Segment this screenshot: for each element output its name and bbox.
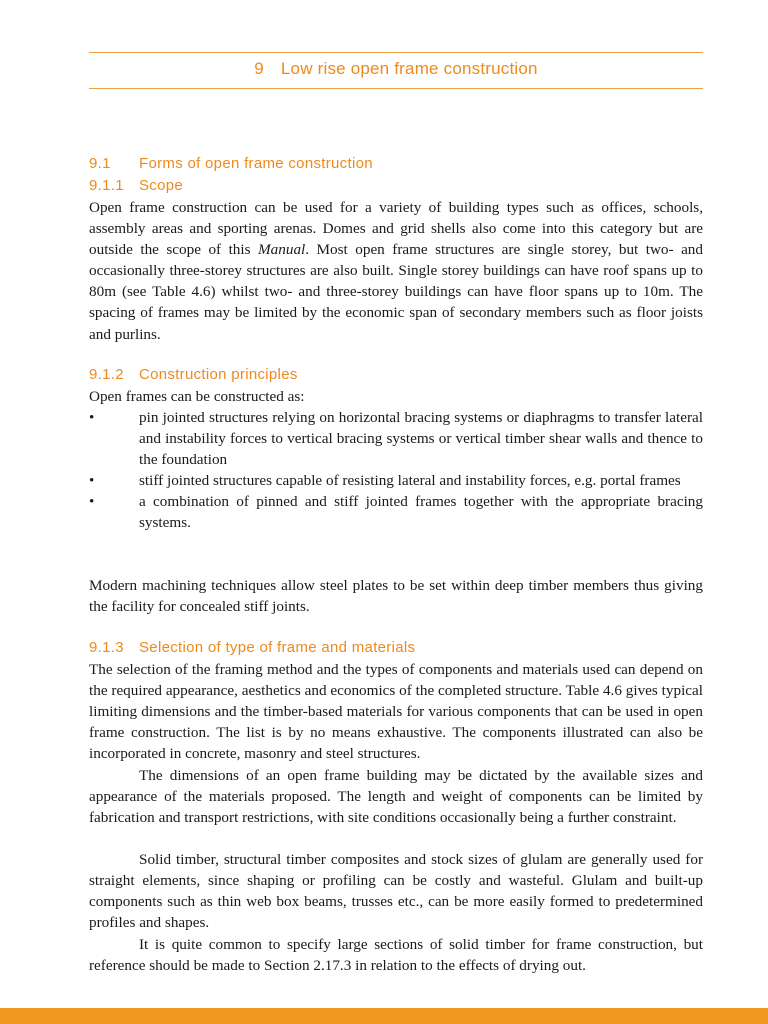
list-item [89, 491, 703, 533]
list-item-text: a combination of pinned and stiff jointed frames together with the appropriate bracing systems. [139, 493, 703, 532]
bullet-mark: • [89, 493, 95, 511]
list-item-text: pin jointed structures relying on horizontal bracing systems or diaphragms to transfer lateral and instability forces to vertical bracing systems or vertical timber shear walls and thence to the foundation [139, 409, 703, 469]
selection-paragraph-1: The selection of the framing method and the types of components and materials used can depend on the required appearance, aesthetics and economics of the completed structure. Table 4.6 gives typical limiting dimensions and the timber-based materials for various components that can be used in open frame construction. The list is by no means exhaustive. The components illustrated can also be incorporated in concrete, masonry and steel structures. [89, 661, 703, 763]
scope-text-start: Open frame construction can be used for a variety of building types such as offices, schools, assembly areas and sporting arenas. Domes and grid shells also come into this category but are outside the scope of this [89, 199, 703, 259]
section-number: 9.1.3 [89, 639, 124, 656]
chapter-rule-bottom [89, 88, 703, 89]
principles-intro: Open frames can be constructed as: [89, 388, 305, 405]
principles-list [89, 407, 703, 534]
section-title: Scope [139, 177, 184, 194]
section-heading-9-1-1 [89, 175, 183, 196]
chapter-title [89, 59, 703, 79]
section-title: Forms of open frame construction [139, 155, 373, 172]
bullet-mark: • [89, 472, 95, 490]
scope-paragraph [89, 197, 703, 345]
footer-accent-bar [0, 1008, 768, 1024]
list-item [89, 470, 703, 491]
list-item [89, 407, 703, 470]
section-number: 9.1.2 [89, 366, 124, 383]
section-heading-9-1-3 [89, 637, 415, 658]
chapter-rule-top [89, 52, 703, 53]
scope-text-end: . Most open frame structures are single storey, but two- and occasionally three-storey structures are also built. Single storey buildings can have roof spans up to 80m (see Table 4.6) whilst two- and three-storey buildings can have floor spans up to 10m. The spacing of frames may be limited by the economic span of secondary members such as floor joists and purlins. [89, 241, 703, 343]
section-number: 9.1.1 [89, 177, 124, 194]
selection-paragraph-3: Solid timber, structural timber composites and stock sizes of glulam are generally used for straight elements, since shaping or profiling can be costly and wasteful. Glulam and built-up components such as thin web box beams, trusses etc., can be more easily formed to predetermined profiles and shapes. [89, 851, 703, 932]
selection-paragraph-4: It is quite common to specify large sections of solid timber for frame construction, but reference should be made to Section 2.17.3 in relation to the effects of drying out. [89, 936, 703, 975]
section-heading-9-1 [89, 153, 373, 174]
chapter-number: 9 [254, 59, 264, 78]
selection-paragraph-2: The dimensions of an open frame building may be dictated by the available sizes and appearance of the materials proposed. The length and weight of components can be limited by fabrication and transport restrictions, with site conditions occasionally being a further constraint. [89, 767, 703, 827]
principles-after-paragraph: Modern machining techniques allow steel plates to be set within deep timber members thus giving the facility for concealed stiff joints. [89, 577, 703, 616]
section-heading-9-1-2 [89, 364, 298, 385]
scope-text-italic: Manual [258, 241, 306, 259]
section-number: 9.1 [89, 155, 111, 172]
list-item-text: stiff jointed structures capable of resisting lateral and instability forces, e.g. portal frames [139, 472, 681, 490]
section-title: Construction principles [139, 366, 298, 383]
section-title: Selection of type of frame and materials [139, 639, 416, 656]
bullet-mark: • [89, 409, 95, 426]
chapter-title-text: Low rise open frame construction [280, 59, 538, 78]
